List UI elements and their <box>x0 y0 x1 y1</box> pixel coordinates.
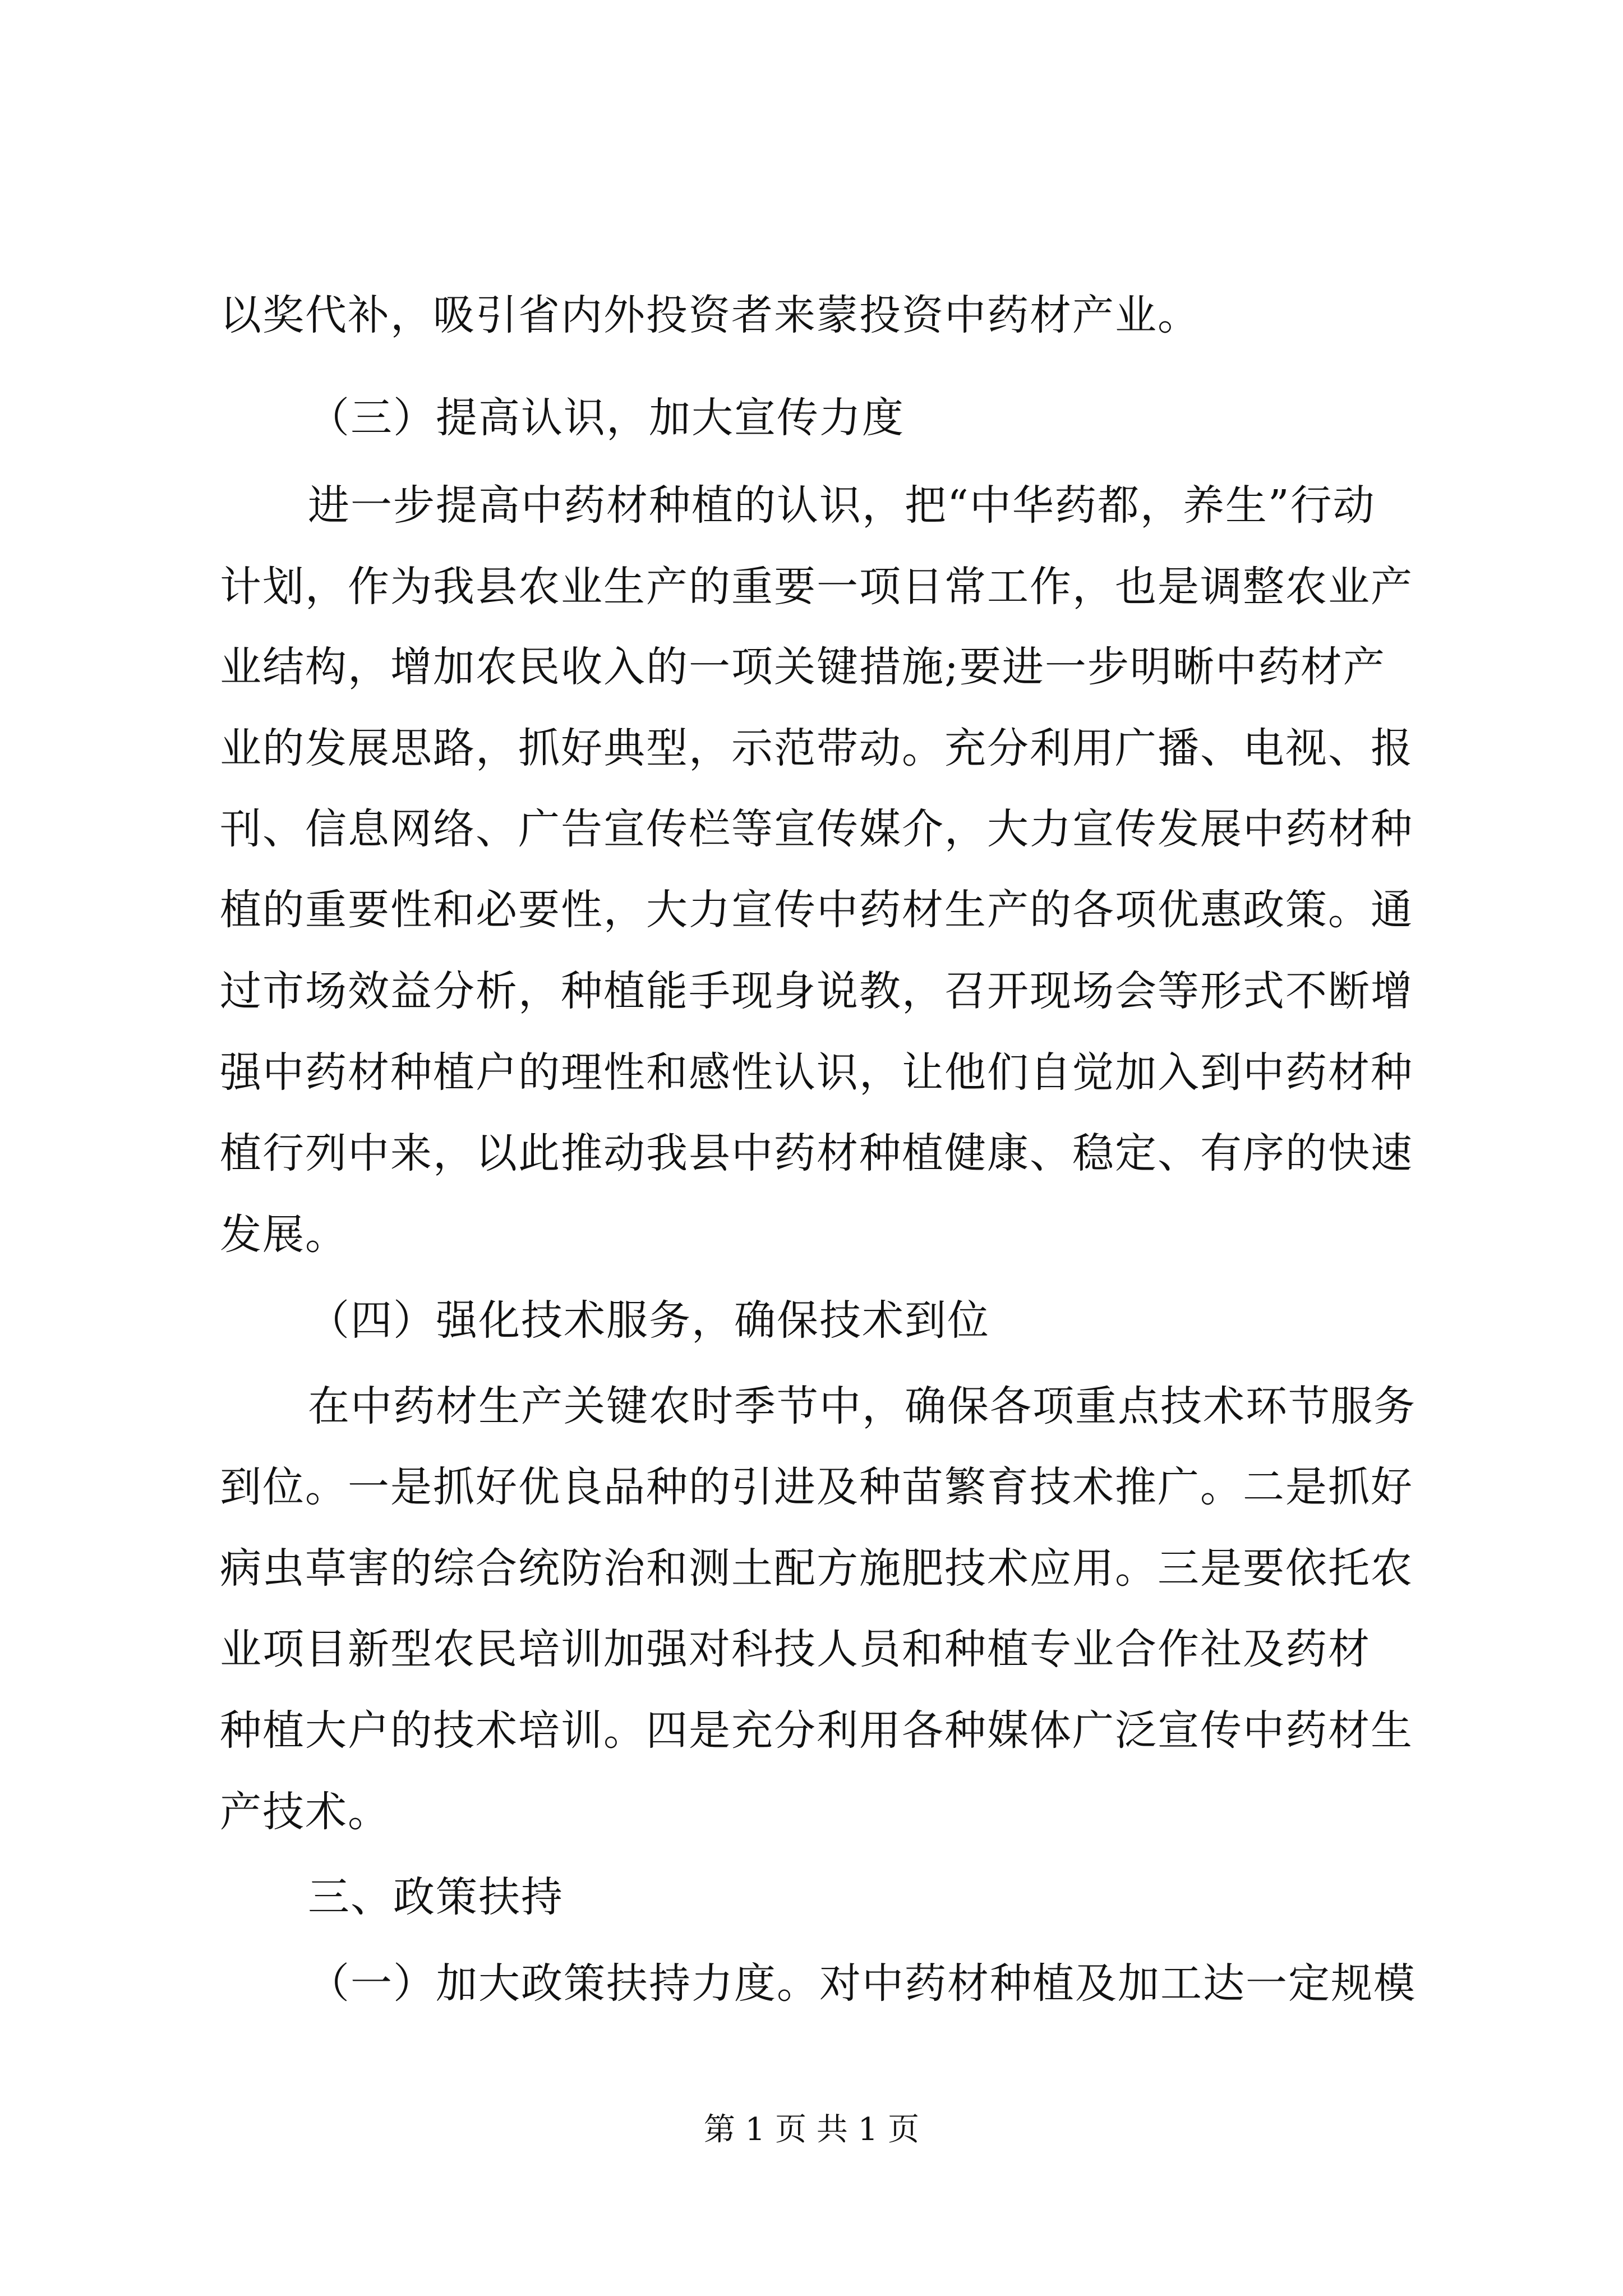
text-line-7: 刊、信息网络、广告宣传栏等宣传媒介，大力宣传发展中药材种 <box>220 805 1413 853</box>
text-line-3: 进一步提高中药材种植的认识，把“中华药都，养生”行动 <box>308 481 1376 530</box>
section-heading-3: （三）提高认识，加大宣传力度 <box>308 394 905 442</box>
page-footer: 第 1 页 共 1 页 <box>703 2111 920 2148</box>
text-line-9: 过市场效益分析，种植能手现身说教，召开现场会等形式不断增 <box>220 967 1413 1015</box>
text-line-17: 业项目新型农民培训加强对科技人员和种植专业合作社及药材 <box>220 1625 1371 1673</box>
text-line-14: 在中药材生产关键农时季节中，确保各项重点技术环节服务 <box>308 1382 1416 1430</box>
text-line-16: 病虫草害的综合统防治和测土配方施肥技术应用。三是要依托农 <box>220 1544 1413 1593</box>
text-line-4: 计划，作为我县农业生产的重要一项日常工作，也是调整农业产 <box>220 563 1413 611</box>
text-line-5: 业结构，增加农民收入的一项关键措施;要进一步明晰中药材产 <box>220 643 1386 691</box>
text-line-21: （一）加大政策扶持力度。对中药材种植及加工达一定规模 <box>308 1959 1416 2008</box>
text-line-8: 植的重要性和必要性，大力宣传中药材生产的各项优惠政策。通 <box>220 886 1413 934</box>
text-line-10: 强中药材种植户的理性和感性认识，让他们自觉加入到中药材种 <box>220 1048 1413 1097</box>
text-line-18: 种植大户的技术培训。四是充分利用各种媒体广泛宣传中药材生 <box>220 1706 1413 1755</box>
text-line-19: 产技术。 <box>220 1788 390 1836</box>
chapter-heading-3: 三、政策扶持 <box>308 1873 564 1921</box>
text-line-1: 以奖代补，吸引省内外投资者来蒙投资中药材产业。 <box>220 291 1200 339</box>
text-line-6: 业的发展思路，抓好典型，示范带动。充分利用广播、电视、报 <box>220 724 1413 772</box>
text-line-11: 植行列中来，以此推动我县中药材种植健康、稳定、有序的快速 <box>220 1129 1413 1177</box>
text-line-12: 发展。 <box>220 1211 348 1259</box>
text-line-15: 到位。一是抓好优良品种的引进及种苗繁育技术推广。二是抓好 <box>220 1463 1413 1511</box>
section-heading-4: （四）强化技术服务，确保技术到位 <box>308 1296 990 1345</box>
